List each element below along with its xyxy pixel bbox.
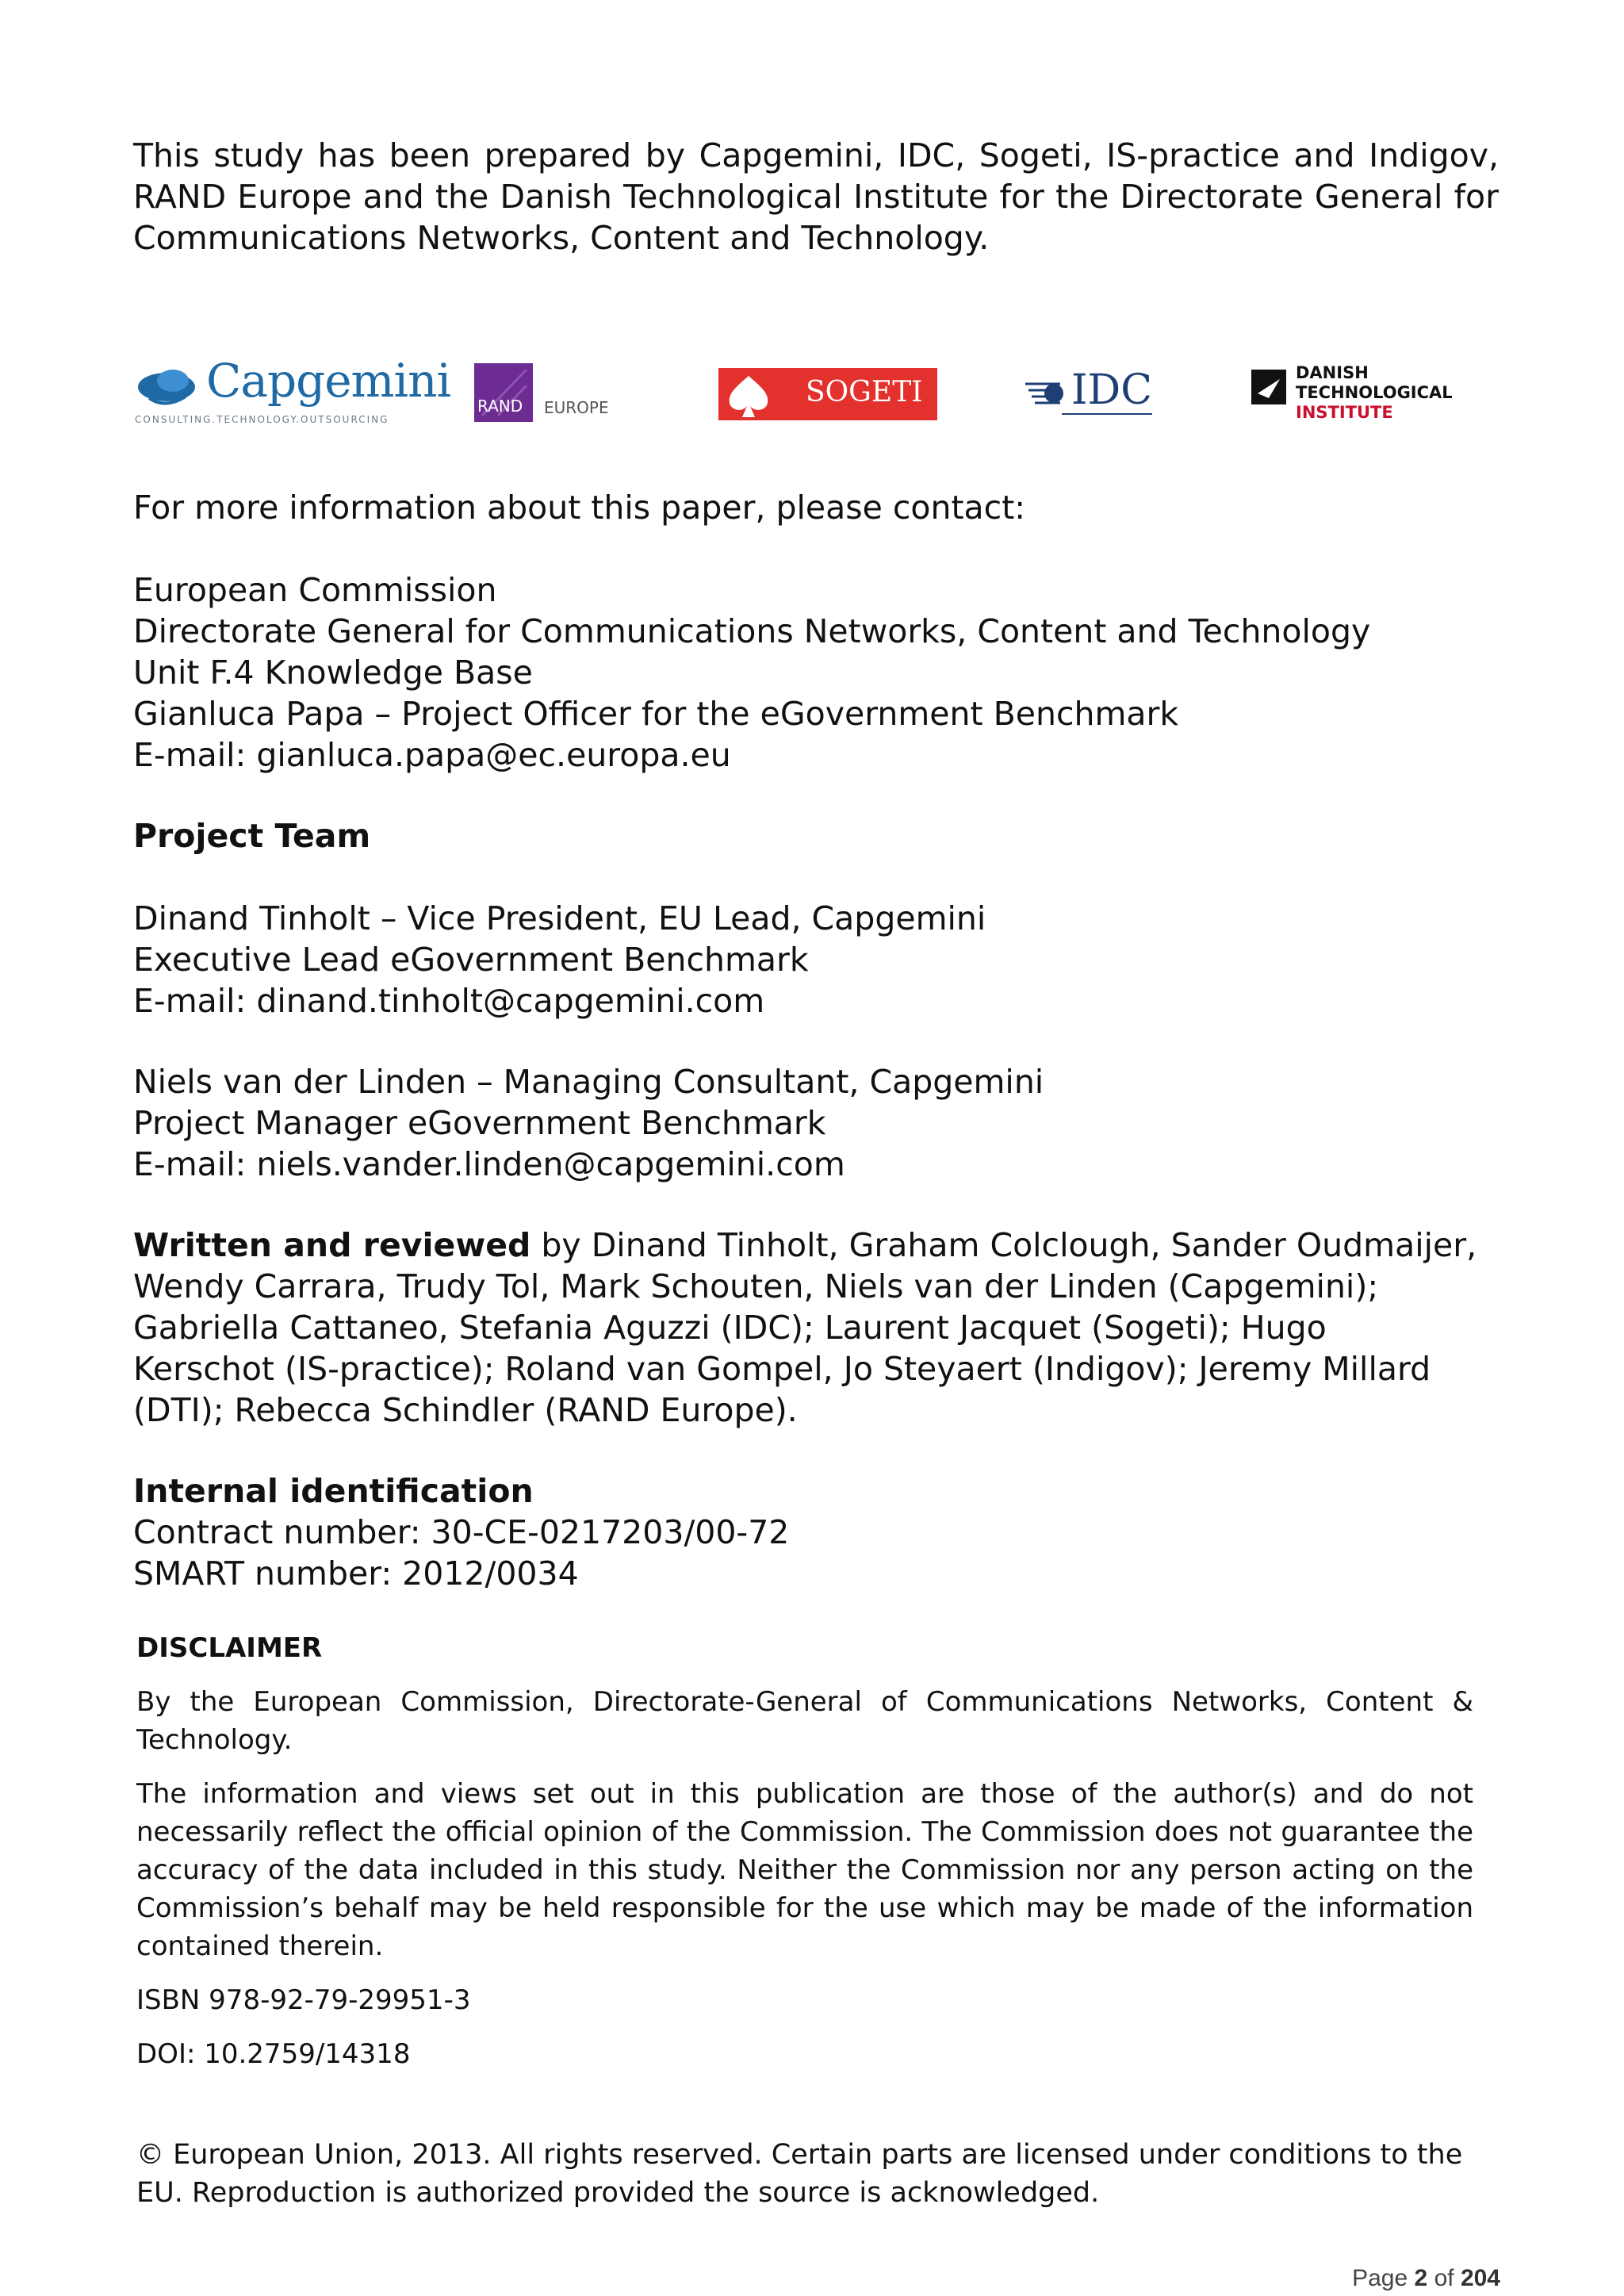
sogeti-logo [718, 349, 937, 436]
team-member-2-role: Project Manager eGovernment Benchmark [133, 1104, 826, 1142]
contact-person: Gianluca Papa – Project Officer for the eGovernment Benchmark [133, 695, 1179, 733]
isbn: ISBN 978-92-79-29951-3 [136, 1984, 471, 2016]
authors-line-2: Wendy Carrara, Trudy Tol, Mark Schouten, Niels van der Linden (Capgemini); [133, 1267, 1379, 1305]
dti-logo-line3: INSTITUTE [1296, 403, 1393, 422]
intro-paragraph [133, 135, 1499, 259]
disclaimer-section [136, 1629, 1473, 2073]
authors-line-3: Gabriella Cattaneo, Stefania Aguzzi (IDC); Laurent Jacquet (Sogeti); Hugo [133, 1309, 1327, 1347]
dti-logo-line2: TECHNOLOGICAL [1296, 383, 1453, 402]
dti-logo-line1: DANISH [1296, 363, 1369, 382]
authors-line-1: by Dinand Tinholt, Graham Colclough, Sander Oudmaijer, [530, 1226, 1477, 1264]
internal-identification [133, 1470, 1499, 1594]
contact-unit: Unit F.4 Knowledge Base [133, 654, 533, 692]
contact-intro: For more information about this paper, please contact: [133, 489, 1026, 527]
total-pages: 204 [1460, 2265, 1500, 2291]
team-member-1-role: Executive Lead eGovernment Benchmark [133, 941, 809, 979]
page-label: Page [1352, 2265, 1408, 2291]
authors-paragraph [133, 1225, 1499, 1431]
dti-mark-icon [1251, 370, 1286, 404]
idc-logo [1025, 349, 1168, 436]
authors-line-4: Kerschot (IS-practice); Roland van Gompel, Jo Steyaert (Indigov); Jeremy Millard [133, 1350, 1431, 1388]
capgemini-logo-text: Capgemini [206, 354, 450, 408]
contact-email[interactable]: E-mail: gianluca.papa@ec.europa.eu [133, 736, 731, 774]
doi: DOI: 10.2759/14318 [136, 2038, 411, 2070]
copyright-text: © European Union, 2013. All rights reserved. Certain parts are licensed under conditions to the EU. Reproduction is authorized provided the source is acknowledged. [136, 2139, 1463, 2209]
rand-logo-text: RAND [477, 397, 523, 416]
disclaimer-p1: By the European Commission, Directorate-General of Communications Networks, Content & Technology. [136, 1686, 1473, 1756]
team-member-2-name: Niels van der Linden – Managing Consultant, Capgemini [133, 1063, 1044, 1101]
disclaimer-p2: The information and views set out in this publication are those of the author(s) and do not necessarily reflect the official opinion of the Commission. The Commission does not guarantee the accuracy of the data included in this study. Neither the Commission nor any person acting on the Commission’s behalf may be held responsible for the use which may be made of the information contained therein. [136, 1778, 1473, 1962]
contact-org: European Commission [133, 571, 497, 609]
rand-europe-logo [474, 349, 633, 436]
dti-logo [1251, 349, 1499, 436]
contract-number: Contract number: 30-CE-0217203/00-72 [133, 1513, 790, 1551]
sogeti-logo-box [718, 368, 937, 420]
internal-identification-heading: Internal identification [133, 1472, 534, 1510]
intro-text: This study has been prepared by Capgemini, IDC, Sogeti, IS-practice and Indigov, RAND Europe and the Danish Technological Institute for the Directorate General for Communications Networks, Content and Technology. [133, 136, 1499, 257]
sogeti-logo-text: SOGETI [806, 376, 923, 408]
team-member-1-name: Dinand Tinholt – Vice President, EU Lead, Capgemini [133, 899, 986, 937]
team-member-1-email[interactable]: E-mail: dinand.tinholt@capgemini.com [133, 982, 765, 1020]
authors-lead: Written and reviewed [133, 1226, 531, 1264]
capgemini-logo [133, 349, 450, 436]
page-number: 2 [1414, 2265, 1428, 2291]
team-member-2-email[interactable]: E-mail: niels.vander.linden@capgemini.com [133, 1145, 845, 1183]
page-number-footer [1352, 2265, 1500, 2292]
disclaimer-title: DISCLAIMER [136, 1632, 323, 1664]
of-label: of [1434, 2265, 1454, 2291]
team-member-2 [133, 1061, 1499, 1185]
authors-line-5: (DTI); Rebecca Schindler (RAND Europe). [133, 1391, 798, 1429]
idc-logo-text: IDC [1071, 366, 1153, 414]
rand-logo-subtext: EUROPE [544, 398, 609, 417]
contact-section [133, 487, 1499, 528]
smart-number: SMART number: 2012/0034 [133, 1554, 579, 1593]
partner-logos [133, 349, 1499, 436]
team-member-1 [133, 898, 1499, 1022]
capgemini-logo-tagline: CONSULTING.TECHNOLOGY.OUTSOURCING [135, 414, 389, 425]
contact-details [133, 569, 1499, 776]
rand-logo-box [474, 363, 533, 422]
project-team-heading-text: Project Team [133, 817, 371, 855]
copyright-notice [136, 2136, 1473, 2212]
project-team-heading [133, 815, 1499, 857]
contact-directorate: Directorate General for Communications Networks, Content and Technology [133, 612, 1371, 650]
